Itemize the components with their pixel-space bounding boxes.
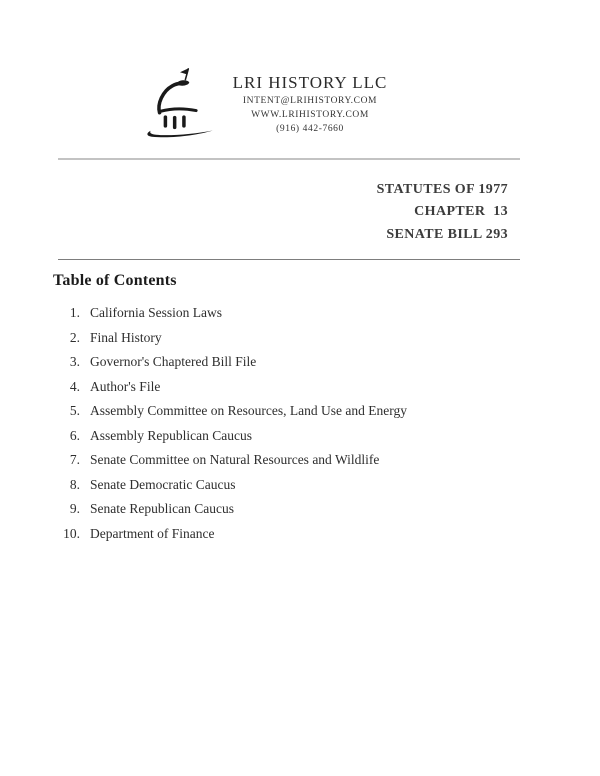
toc-item-label: Assembly Committee on Resources, Land Use and Energy: [90, 403, 407, 418]
toc-item-number: 5.: [69, 403, 80, 418]
toc-item: [53, 404, 523, 419]
contact-email: INTENT@LRIHISTORY.COM: [242, 96, 378, 106]
statutes-year-line: STATUTES OF 1977: [376, 182, 508, 197]
toc-item-number: 8.: [69, 476, 80, 492]
toc-item-label: Final History: [90, 329, 162, 345]
toc-item-label: Governor's Chaptered Bill File: [90, 354, 257, 369]
toc-item: [53, 453, 523, 468]
letterhead: [220, 72, 400, 136]
toc-item-number: 10.: [63, 525, 80, 541]
toc-item-number: 3.: [69, 354, 80, 369]
toc-item-label: Senate Democratic Caucus: [90, 476, 236, 492]
toc-item: [53, 527, 523, 542]
toc-item: [53, 306, 523, 321]
toc-item: [53, 355, 523, 370]
chapter-line: CHAPTER 13: [414, 204, 508, 220]
toc-item-label: Senate Committee on Natural Resources and Wildlife: [90, 452, 380, 467]
toc-item-label: Assembly Republican Caucus: [90, 427, 252, 443]
contact-phone: (916) 442-7660: [276, 124, 344, 134]
toc-item: [53, 429, 523, 444]
toc-item: [53, 380, 523, 395]
capitol-dome-icon: [142, 62, 220, 142]
toc-item: [53, 478, 523, 493]
statute-reference-block: [377, 179, 508, 246]
toc-item-label: Senate Republican Caucus: [90, 501, 234, 516]
toc-item-label: Department of Finance: [90, 525, 215, 541]
toc-item: [53, 502, 523, 517]
header-divider: [58, 158, 520, 160]
reference-divider: [58, 259, 520, 260]
company-name: LRI HISTORY LLC: [232, 73, 388, 92]
senate-bill-line: SENATE BILL 293: [386, 226, 508, 242]
toc-item-number: 1.: [69, 305, 80, 320]
toc-item-number: 2.: [69, 329, 80, 345]
toc-item-number: 9.: [69, 501, 80, 516]
toc-item-label: California Session Laws: [90, 305, 222, 320]
toc-item-number: 7.: [69, 452, 80, 467]
toc-list: [53, 306, 523, 551]
toc-item-number: 6.: [69, 427, 80, 443]
toc-item-number: 4.: [69, 378, 80, 394]
toc-item: [53, 331, 523, 346]
contact-website: WWW.LRIHISTORY.COM: [251, 110, 369, 120]
toc-title: Table of Contents: [53, 272, 177, 289]
toc-item-label: Author's File: [90, 378, 161, 394]
